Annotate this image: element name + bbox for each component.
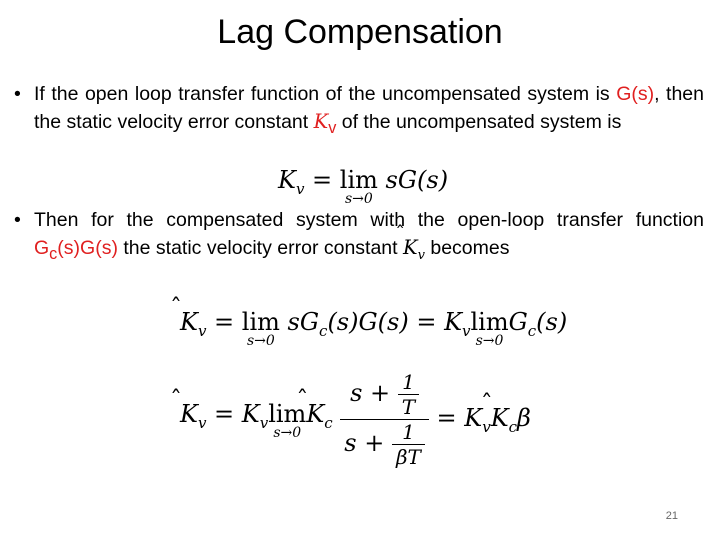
lag-fraction: s + $\frac{1}{T}$ s + $\frac{1}{\beta T}$ — [340, 370, 429, 469]
slide-title: Lag Compensation — [217, 13, 503, 51]
kv-hat-inline: ̂ $K_v$ — [403, 236, 425, 259]
bullet-dot: • — [14, 209, 21, 231]
equation-kv: $K_v = \lim$ s→0 sG(s) — [278, 166, 449, 207]
equation-kv-hat-1: ̂ $K_v = \lim$ s→0 $sG_c(s)G(s) = K_v\lim$ s→0 $G_c(s)$ — [180, 308, 567, 348]
bullet-2-text: Then for the compensated system with the open-loop transfer function $G_c(s)G(s)$ the static velocity error constant ̂ $K_v$ becomes — [34, 206, 704, 270]
bullet-1-text: If the open loop transfer function of the uncompensated system is G(s), then the static velocity error constant $K_v$ of the uncompensated system is — [34, 83, 704, 137]
page-number: 21 — [665, 510, 678, 522]
bullet-dot: • — [14, 83, 21, 105]
equation-kv-hat-2: ̂ $K_v = K_v\lim$ s→0 ̂ $K_c$ s + $\frac{1}{T}$ s + $\frac{1}{\beta T}$ = $K_v̂$ $K_c\beta$ — [180, 370, 531, 469]
